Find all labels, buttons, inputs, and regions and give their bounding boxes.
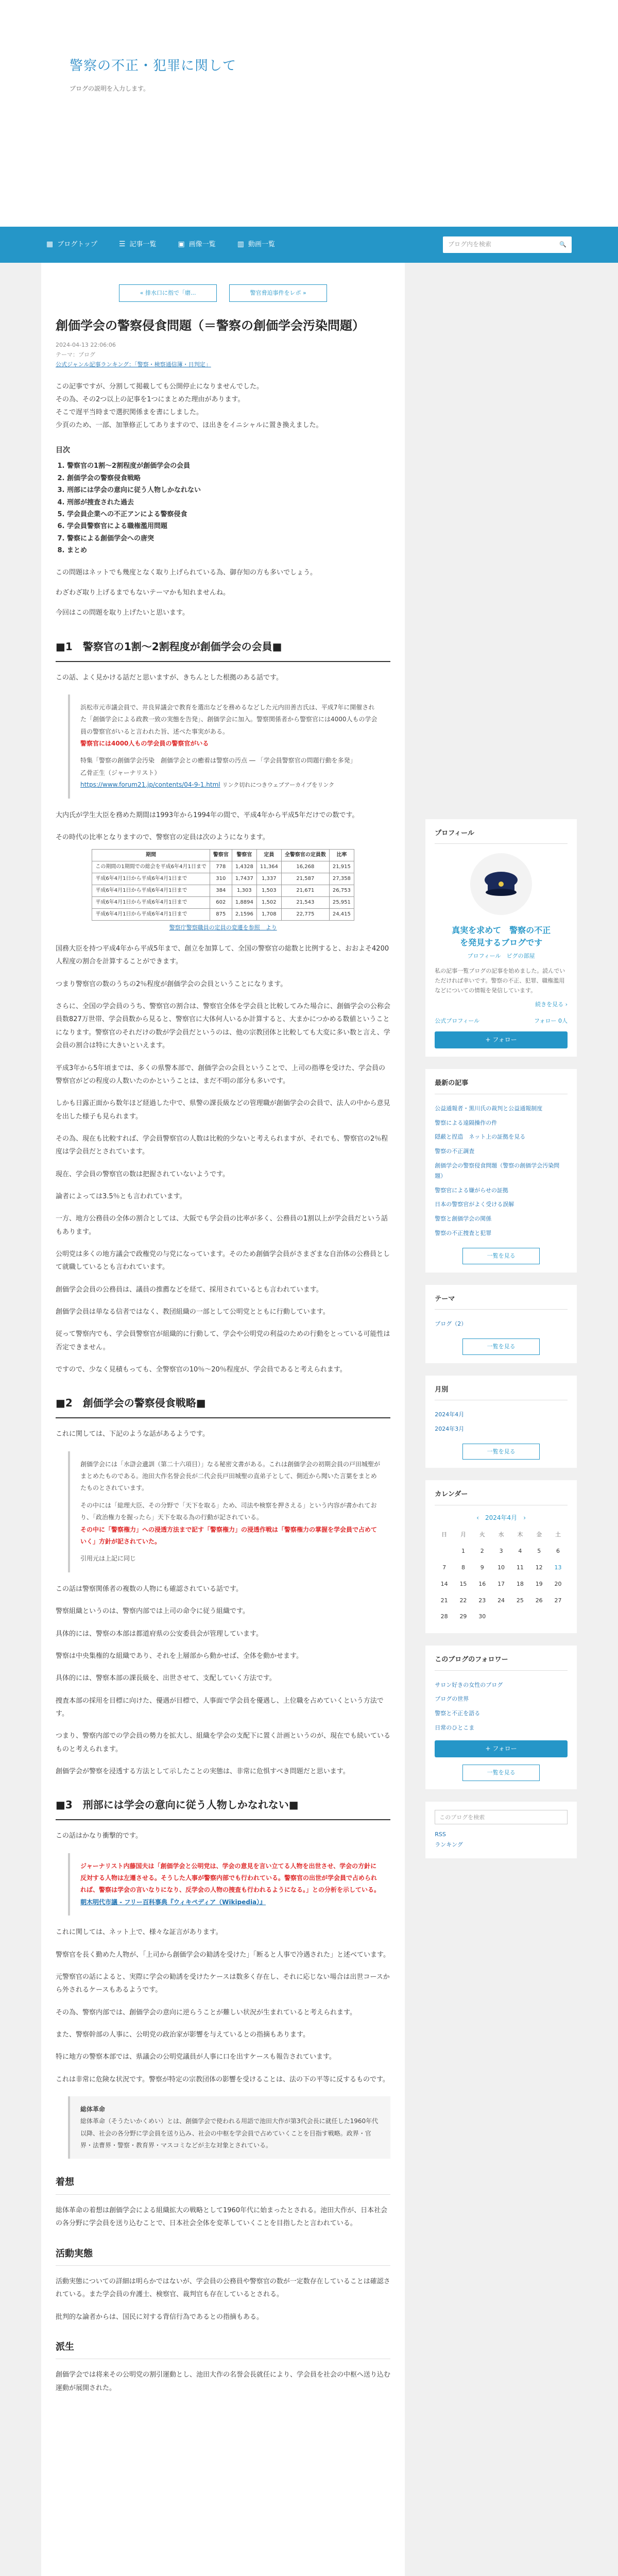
post-intro: この記事ですが、分割して掲載しても公開停止になりませんでした。 その為、その2つ以上の記事を1つにまとめた理由があります。 そこで遅平当時まで選択関係まを書にしました。 少頁のため、一部、加筆修正してありますので、ほ出きをイニシャルに置き換えました。 xyxy=(56,383,323,429)
calendar-day[interactable]: 12 xyxy=(535,1564,543,1571)
calendar-weekday: 火 xyxy=(479,1531,485,1538)
calendar-day[interactable]: 28 xyxy=(440,1613,448,1620)
calendar-day[interactable]: 30 xyxy=(478,1613,486,1620)
post-body-text: この問題はネットでも幾度となく取り上げられている為、御存知の方も多いでしょう。 わざわざ取り上げるまでもないテーマかも知れませんね。 今回はこの問題を取り上げたいと思います。 xyxy=(56,568,317,617)
calendar-day[interactable]: 16 xyxy=(478,1580,486,1587)
calendar-day[interactable]: 23 xyxy=(478,1597,486,1604)
sidebar-search-input[interactable]: このブログを検索 xyxy=(435,1810,568,1824)
rss-link[interactable]: RSS xyxy=(435,1831,446,1838)
calendar-day xyxy=(510,1608,529,1625)
calendar-day[interactable]: 3 xyxy=(499,1548,503,1555)
table-row: この期間の1期間での総会を平成6年4月1日まで 778 1,4328 11,364 16,268 21,915 xyxy=(92,861,354,873)
theme-box: テーマ ブログ（2） 一覧を見る xyxy=(425,1285,577,1363)
site-header xyxy=(0,0,618,227)
subsection-heading: 着想 xyxy=(56,2174,390,2194)
wikipedia-link[interactable]: 朝木明代市議 - フリー百科事典『ウィキペディア（Wikipedia）』 xyxy=(80,1898,266,1906)
calendar-day[interactable]: 27 xyxy=(554,1597,562,1604)
calendar-month[interactable]: ‹ 2024年4月 › xyxy=(476,1514,526,1521)
profile-description: 私の記事一覧ブログの記事を始めました。読んでいただければ幸いです。警察の不正、犯罪、職権濫用などについての情報を発信しています。 xyxy=(435,968,565,994)
police-staff-table: 期間 警察官 警察官 定員 全警察官の定員数 比率 この期間の1期間での総会を平成6年4月1日まで 778 1,4328 11,364 16,268 21,915 平成6年4月1日から平成6年4月1日まで 310 1,7437 1,337 21,587 27,358 平成6年4月1日から平成6年4月1日まで 384 1,303 1,503 21,671 26,753 平成6年4月1日から平成6年4月1日まで 602 1,8894 1,502 21,543 25,951 平成6年4月1日から平成6年4月1日まで 875 2,1596 1,708 22,775 24,415 xyxy=(92,849,354,921)
recent-post-item[interactable]: 警察による遠隔操作の件 xyxy=(435,1119,497,1126)
recent-post-item[interactable]: 警察官による嫌がらせの証拠 xyxy=(435,1187,508,1194)
follow-button[interactable]: + フォロー xyxy=(435,1031,568,1049)
blockquote: 浜松市元市議会員で、井良昇議会で教育を選出などを務めるなどした元内田善吉氏は、平成7年に開催された「創価学会による政教一致の実態を告発」、創価学会に加入。警察関係者から警察官には4000人もの学会員の警察官がいると言われた旨、述べた事実がある。 警察官には4000人もの学会員の警察官がいる 特集「警察の創価学会汚染 創価学会との癒着は警察の汚点 ― 「学会員警察官の問題行動を多発」 乙骨正生（ジャーナリスト） https://www.forum21.jp/contents/04-9-1.html リンク切れにつきウェブアーカイブをリンク xyxy=(68,694,390,799)
toc-item[interactable]: 1. 警察官の1割〜2割程度が創価学会の会員 xyxy=(67,460,390,472)
blockquote: 創価学会には「水滸会遺訓（第二十六項目）」なる秘密文書がある。これは創価学会の初期会員の戸田城聖がまとめたものである。池田大作名誉会長が二代会長戸田城聖の直弟子として、側近から聞いた言葉をまとめたものとされています。 その中には「総理大臣、その分野で「天下を取る」ため、司法や検察を押さえる」という内容が書かれており、「政治権力を握ったら」天下を取る為の行動が記されている。 その中に「警察権力」への浸透方法まで記す「警察権力」の浸透作戦は「警察権力の掌握を学会員で占めていく」方針が記されていた。 引用元は上記に同じ xyxy=(68,1451,390,1572)
recent-post-item[interactable]: 創価学会の警察侵食問題（警察の創価学会汚染問題） xyxy=(435,1162,560,1179)
calendar-day[interactable]: 15 xyxy=(459,1580,467,1587)
post-pagination xyxy=(56,277,390,317)
calendar-day xyxy=(548,1608,568,1625)
sidebar xyxy=(425,263,577,2576)
nav-search-input[interactable]: ブログ内を検索 🔍 xyxy=(443,236,572,253)
recent-post-item[interactable]: 隠蔽と捏造 ネット上の証拠を見る xyxy=(435,1133,526,1141)
calendar-weekday: 土 xyxy=(555,1531,561,1538)
police-cap-icon xyxy=(480,869,522,900)
follower-item[interactable]: 警察と不正を語る xyxy=(435,1710,480,1717)
subsection-heading: 派生 xyxy=(56,2339,390,2359)
site-description: ブログの説明を入力します。 xyxy=(70,84,150,92)
table-caption-link[interactable]: 警察庁警察職員の定員の変遷を参照 より xyxy=(169,924,277,931)
table-row: 平成6年4月1日から平成6年4月1日まで 602 1,8894 1,502 21,543 25,951 xyxy=(92,897,354,909)
toc-item[interactable]: 5. 学会員企業への不正アンによる警察侵食 xyxy=(67,509,390,520)
nav-blog-top[interactable]: ▦ ブログトップ xyxy=(46,238,97,251)
profile-more-link[interactable]: 続きを見る › xyxy=(535,1001,568,1008)
search-icon[interactable]: 🔍 xyxy=(559,241,566,248)
quote-source-link[interactable]: https://www.forum21.jp/contents/04-9-1.html xyxy=(80,781,220,789)
toc-item[interactable]: 4. 刑部が捜査された過去 xyxy=(67,497,390,509)
calendar-day[interactable]: 1 xyxy=(461,1548,465,1555)
calendar-box: カレンダー ‹ 2024年4月 › 日 月 火 水 木 金 土 1 2 3 4 5 6 7 8 9 10 11 12 13 14 15 16 17 18 19 20 21 22 23 24 25 26 27 28 29 30 xyxy=(425,1480,577,1633)
navbar xyxy=(0,227,618,263)
next-post-link[interactable]: 警官脅迫事件をレポ » xyxy=(229,284,327,302)
calendar-day[interactable]: 22 xyxy=(459,1597,467,1604)
archive-item[interactable]: 2024年4月 xyxy=(435,1411,465,1418)
section-heading: ■1 警察官の1割〜2割程度が創価学会の会員■ xyxy=(56,637,390,662)
post-categories[interactable]: 公式ジャンル記事ランキング：「警察・検察通信簿・日判定」 xyxy=(56,361,211,368)
theme-item[interactable]: ブログ（2） xyxy=(435,1320,467,1327)
recent-post-item[interactable]: 警察と創価学会の関係 xyxy=(435,1215,492,1223)
follow-button[interactable]: + フォロー xyxy=(435,1740,568,1758)
theme-more-button[interactable]: 一覧を見る xyxy=(462,1338,540,1355)
calendar-day[interactable]: 8 xyxy=(461,1564,465,1571)
follower-item[interactable]: ブログの世界 xyxy=(435,1696,469,1703)
archive-box: 月別 2024年4月 2024年3月 一覧を見る xyxy=(425,1376,577,1468)
follower-item[interactable]: サロン好きの女性のブログ xyxy=(435,1681,503,1688)
recent-post-item[interactable]: 警察の不正調査 xyxy=(435,1148,475,1155)
profile-links[interactable]: プロフィール ピグの部屋 xyxy=(467,953,535,960)
toc-item[interactable]: 2. 創価学会の警察侵食戦略 xyxy=(67,472,390,484)
recent-more-button[interactable]: 一覧を見る xyxy=(462,1248,540,1264)
term-definition: 総体革命 総体革命（そうたいかくめい）とは、創価学会で使われる用語で池田大作が第3代会長に就任した1960年代以降、社会の各分野に学会員を送り込み、社会の中枢を学会員で占めていくことを目指す戦略。政界・官界・法曹界・警察・教育界・マスコミなどが主な対象とされている。 xyxy=(68,2096,390,2159)
site-title[interactable]: 警察の不正・犯罪に関して xyxy=(70,58,237,74)
calendar-day[interactable]: 7 xyxy=(442,1564,447,1571)
table-row: 平成6年4月1日から平成6年4月1日まで 310 1,7437 1,337 21,587 27,358 xyxy=(92,873,354,885)
nav-image-list[interactable]: ▣ 画像一覧 xyxy=(178,238,215,251)
subsection-heading: 活動実態 xyxy=(56,2246,390,2266)
calendar-day[interactable]: 14 xyxy=(440,1580,448,1587)
video-icon: ▥ xyxy=(237,240,244,249)
calendar-day[interactable]: 6 xyxy=(556,1548,560,1555)
recent-post-item[interactable]: 警察の不正捜査と犯罪 xyxy=(435,1230,492,1236)
followers-box: このブログのフォロワー サロン好きの女性のブログ ブログの世界 警察と不正を語る 日常のひとこま + フォロー 一覧を見る xyxy=(425,1646,577,1789)
section-heading: ■3 刑部には学会の意向に従う人物しかなれない■ xyxy=(56,1795,390,1820)
toc-item[interactable]: 7. 警察による創価学会への唐突 xyxy=(67,533,390,545)
archive-item[interactable]: 2024年3月 xyxy=(435,1425,465,1432)
prev-post-link[interactable]: « 排水口に指で「磨... xyxy=(119,284,217,302)
calendar-day[interactable]: 18 xyxy=(516,1580,524,1587)
page-container xyxy=(0,263,618,2576)
follower-item[interactable]: 日常のひとこま xyxy=(435,1724,475,1731)
calendar-day[interactable]: 11 xyxy=(516,1564,524,1571)
recent-post-item[interactable]: 日本の警察官がよく受ける誤解 xyxy=(435,1201,514,1208)
avatar[interactable] xyxy=(470,853,532,915)
calendar-day[interactable]: 17 xyxy=(497,1580,505,1587)
image-icon: ▣ xyxy=(178,240,185,249)
post-theme[interactable]: テーマ：ブログ xyxy=(56,351,95,359)
list-icon: ☰ xyxy=(118,240,126,249)
calendar-day[interactable]: 19 xyxy=(535,1580,543,1587)
post-meta xyxy=(56,341,390,369)
calendar-day[interactable]: 10 xyxy=(497,1564,505,1571)
nav-article-list[interactable]: ☰ 記事一覧 xyxy=(119,238,157,251)
calendar-weekday: 水 xyxy=(498,1531,504,1538)
calendar-day[interactable]: 13 xyxy=(554,1564,562,1571)
calendar-day[interactable]: 25 xyxy=(516,1597,524,1604)
calendar-weekday: 木 xyxy=(517,1531,523,1538)
table-row: 平成6年4月1日から平成6年4月1日まで 384 1,303 1,503 21,671 26,753 xyxy=(92,885,354,897)
calendar-day[interactable]: 2 xyxy=(480,1548,484,1555)
nav-video-list[interactable]: ▥ 動画一覧 xyxy=(237,238,275,251)
calendar-day[interactable]: 4 xyxy=(518,1548,522,1555)
home-icon: ▦ xyxy=(46,240,54,249)
toc-item[interactable]: 8. まとめ xyxy=(67,545,390,556)
toc-item[interactable]: 3. 刑部には学会の意向に従う人物しかなれない xyxy=(67,484,390,496)
calendar-day[interactable]: 26 xyxy=(535,1597,543,1604)
table-row: 平成6年4月1日から平成6年4月1日まで 875 2,1596 1,708 22,775 24,415 xyxy=(92,909,354,921)
calendar-day xyxy=(435,1543,454,1560)
blockquote: ジャーナリスト内藤国夫は「創価学会と公明党は、学会の意見を言い立てる人物を出世させ、学会の方針に反対する人物は左遷させる。そうした人事が警察内部でも行われている。警察官の出世が学会員で占められれば、警察は学会の言いなりになり、反学会の人物の捜査も行われるようになる。」との分析を示している。 朝木明代市議 - フリー百科事典『ウィキペディア（Wikipedia）』 xyxy=(68,1853,390,1916)
archive-more-button[interactable]: 一覧を見る xyxy=(462,1444,540,1460)
recent-post-item[interactable]: 公益通報者・黒川氏の裁判と公益通報制度 xyxy=(435,1105,543,1112)
ranking-link[interactable]: ランキング xyxy=(435,1841,463,1848)
calendar-weekday: 日 xyxy=(441,1531,448,1538)
post-title: 創価学会の警察侵食問題（＝警察の創価学会汚染問題） xyxy=(56,318,365,333)
profile-name[interactable]: 真実を求めて 警察の不正 を発見するブログです xyxy=(452,925,551,948)
main-content: « 排水口に指で「磨... 警官脅迫事件をレポ » 創価学会の警察侵食問題（＝警察の創価学会汚染問題） 2024-04-13 22:06:06 テーマ：ブログ 公式ジャンル記事ランキング：「警察・検察通信簿・日判定」 この記事ですが、分割して掲載しても公開停止になりませんでした。 その為、その2つ以上の記事を1つにまとめた理由があります。 そこで遅平当時まで選択関係まを書にしました。 少頁のため、一部、加筆修正してありますので、ほ出きをイニシャルに置き換えました。 目次 1. 警察官の1割〜2割程度が創価学会の会員 2. 創価学会の警察侵食戦略 3. 刑部には学会の意向に従う人物しかなれない 4. 刑部が捜査された過去 5. 学会員企業への不正アンによる警察侵食 6. 学会員警察官による職権濫用問題 7. 警察による創価学会への唐突 8. まとめ この問題はネットでも幾度となく取り上げられている為、御存知の方も多いでしょう。 わざわざ取り上げるまでもないテーマかも知れませんね。 今回はこの問題を取り上げたいと思います。 ■1 警察官の1割〜2割程度が創価学会の会員■ この話、よく見かける話だと思いますが、きちんとした根拠のある話です。 浜松市元市議会員で、井良昇議会で教育を選出などを務めるなどした元内田善吉氏は、平成7年に開催された「創価学会による政教一致の実態を告発」、創価学会に加入。警察関係者から警察官には4000人もの学会員の警察官がいると言われた旨、述べた事実がある。 警察官には4000人もの学会員の警察官がいる 特集「警察の創価学会汚染 創価学会との癒着は警察の汚点 ― 「学会員警察官の問題行動を多発」 乙骨正生（ジャーナリスト） https://www.forum21.jp/contents/04-9-1.html リンク切れにつきウェブアーカイブをリンク 大内氏が学生大臣を務めた期間は1993年から1994年の間で、平成4年から平成5年だけでの数です。 その時代の比率となりますので、警察官の定員は次のようになります。 期間 警察官 警察官 定員 全警察官の定員数 比率 この期間の1期間での総会を平成6年4月1日まで 778 1,4328 11,364 16,268 21,915 平成6年4月1日から平成6年4月1日まで 310 1,7437 1,337 21,587 27,358 平成6年4月1日から平成6年4月1日まで 384 1,303 1,503 21,671 26,753 平成6年4月1日から平成6年4月1日まで 602 1,8894 1,502 21,543 25,951 平成6年4月1日から平成6年4月1日まで 875 2,1596 1,708 22,775 24,415 警察庁警察職員の定員の変遷を参照 より 国務大臣を持つ平成4年から平成5年まで、創立を加算して、全国の警察官の総数と比例すると、おおよそ4200人程度の割合を計算することができます。 つまり警察官の数のうちの2％程度が創価学会の会員ということになります。 さらに、全国の学会員のうち、警察官の割合は、警察官全体を学会員と比較してみた場合に、創価学会の公称会員数827万世帯、学会員数から見ると、警察官に大体何人いるか計算すると、大まかにつかめる数値ということになります。警察官のそれだけの数が学会員だというのは、他の宗教団体と比較しても大変に多い数と言え、学会員の割合は特に大きいといえます。 平成3年から5年頃までは、多くの県警本部で、創価学会の会員ということで、上司の指導を受けた、学会員の警察官がどの程度の人数いたのかということは、まだ不明の部分も多いです。 しかも日露正面から数年ほど経過した中で、県警の課長級などの管理職が創価学会の会員で、法人の中から意見を出した様子も見られます。 その為、現在も比較すれば、学会員警察官の人数は比較的少ないと考えられますが、それでも、警察官の2％程度は学会員だとされています。 現在、学会員の警察官の数は把握されていないようです。 論者によっては3.5％とも言われています。 一方、地方公務員の全体の割合としては、大阪でも学会員の比率が多く、公務員の1割以上が学会員だという話もあります。 公明党は多くの地方議会で政権党の与党になっています。そのため創価学会員がさまざまな自治体の公務員として就職しているとも言われています。 創価学会会員の公務員は、議員の推薦などを経て、採用されているとも言われています。 創価学会員は単なる信者ではなく、教団組織の一部として公明党とともに行動しています。 従って警察内でも、学会員警察官が組織的に行動して、学会や公明党の利益のための行動をとっている可能性は否定できません。 ですので、少なく見積もっても、全警察官の10％〜20％程度が、学会員であると考えられます。 ■2 創価学会の警察侵食戦略■ これに関しては、下記のような話があるようです。 創価学会には「水滸会遺訓（第二十六項目）」なる秘密文書がある。これは創価学会の初期会員の戸田城聖がまとめたものである。池田大作名誉会長が二代会長戸田城聖の直弟子として、側近から聞いた言葉をまとめたものとされています。 その中には「総理大臣、その分野で「天下を取る」ため、司法や検察を押さえる」という内容が書かれており、「政治権力を握ったら」天下を取る為の行動が記されている。 その中に「警察権力」への浸透方法まで記す「警察権力」の浸透作戦は「警察権力の掌握を学会員で占めていく」方針が記されていた。 引用元は上記に同じ この話は警察関係者の複数の人物にも確認されている話です。 警察組織というのは、警察内部では上司の命令に従う組織です。 具体的には、警察の本部は都道府県の公安委員会が管理しています。 警察は中央集権的な組織であり、それを上層部から動かせば、全体を動かせます。 具体的には、警察本部の課長級を、出世させて、支配していく方法です。 捜査本部の採用を目標に向けた、優遇が目標で、人事面で学会員を優遇し、上位職を占めていくという方法です。 つまり、警察内部での学会員の勢力を拡大し、組織を学会の支配下に置く計画というのが、現在でも続いているものと考えられます。 創価学会が警察を浸透する方法として示したことの実態は、非常に危惧すべき問題だと思います。 ■3 刑部には学会の意向に従う人物しかなれない■ この話はかなり衝撃的です。 ジャーナリスト内藤国夫は「創価学会と公明党は、学会の意見を言い立てる人物を出世させ、学会の方針に反対する人物は左遷させる。そうした人事が警察内部でも行われている。警察官の出世が学会員で占められれば、警察は学会の言いなりになり、反学会の人物の捜査も行われるようになる。」との分析を示している。 朝木明代市議 - フリー百科事典『ウィキペディア（Wikipedia）』 これに関しては、ネット上で、様々な証言があります。 警察官を長く勤めた人物が、「上司から創価学会の勧誘を受けた」「断ると人事で冷遇された」と述べています。 元警察官の話によると、実際に学会の勧誘を受けたケースは数多く存在し、それに応じない場合は出世コースから外されるケースもあるようです。 その為、警察内部では、創価学会の意向に逆らうことが難しい状況が生まれていると考えられます。 また、警察幹部の人事に、公明党の政治家が影響を与えているとの指摘もあります。 特に地方の警察本部では、県議会の公明党議員が人事に口を出すケースも報告されています。 これは非常に危険な状況です。警察が特定の宗教団体の影響を受けることは、法の下の平等に反するものです。 総体革命 総体革命（そうたいかくめい）とは、創価学会で使われる用語で池田大作が第3代会長に就任した1960年代以降、社会の各分野に学会員を送り込み、社会の中枢を学会員で占めていくことを目指す戦略。政界・官界・法曹界・警察・教育界・マスコミなどが主な対象とされている。 着想 総体革命の着想は創価学会による組織拡大の戦略として1960年代に始まったとされる。池田大作が、日本社会の各分野に学会員を送り込むことで、日本社会全体を変革していくことを目指したと言われている。 活動実態 活動実態についての詳細は明らかではないが、学会員の公務員や警察官の数が一定数存在していることは確認されている。また学会員の弁護士、検察官、裁判官も存在しているとされる。 批判的な論者からは、国民に対する背信行為であるとの指摘もある。 派生 創価学会では将来その公明党の割引運動とし、池田大作の名誉会長就任により、学会員を社会の中枢へ送り込む運動が展開された。 xyxy=(41,263,405,2576)
calendar xyxy=(435,1527,568,1625)
calendar-weekday: 金 xyxy=(536,1531,542,1538)
calendar-day[interactable]: 29 xyxy=(459,1613,467,1620)
calendar-day[interactable]: 21 xyxy=(440,1597,448,1604)
sidebar-search-box xyxy=(425,1802,577,1858)
calendar-day[interactable]: 20 xyxy=(554,1580,562,1587)
calendar-weekday: 月 xyxy=(460,1531,466,1538)
calendar-day xyxy=(529,1608,548,1625)
section-heading: ■2 創価学会の警察侵食戦略■ xyxy=(56,1394,390,1418)
toc-item[interactable]: 6. 学会員警察官による職権濫用問題 xyxy=(67,520,390,532)
table-of-contents: 目次 1. 警察官の1割〜2割程度が創価学会の会員 2. 創価学会の警察侵食戦略 3. 刑部には学会の意向に従う人物しかなれない 4. 刑部が捜査された過去 5. 学会員企業への不正アンによる警察侵食 6. 学会員警察官による職権濫用問題 7. 警察による創価学会への唐突 8. まとめ xyxy=(56,444,390,556)
calendar-day xyxy=(492,1608,511,1625)
calendar-day[interactable]: 24 xyxy=(497,1597,505,1604)
calendar-day[interactable]: 9 xyxy=(480,1564,484,1571)
profile-box: プロフィール 真実を求めて 警察の不正 を発見するブログです プロフィール ピグの部屋 私の記事一覧ブログの記事を始めました。読んでいただければ幸いです。警察の不正、犯罪、職権濫用などについての情報を発信しています。 続きを見る › 公式プロフィール フォロー 0人 + フォロー xyxy=(425,819,577,1057)
calendar-day[interactable]: 5 xyxy=(537,1548,541,1555)
post-date: 2024-04-13 22:06:06 xyxy=(56,342,116,349)
recent-posts-box: 最新の記事 公益通報者・黒川氏の裁判と公益通報制度 警察による遠隔操作の件 隠蔽と捏造 ネット上の証拠を見る 警察の不正調査 創価学会の警察侵食問題（警察の創価学会汚染問題） 警察官による嫌がらせの証拠 日本の警察官がよく受ける誤解 警察と創価学会の関係 警察の不正捜査と犯罪 一覧を見る xyxy=(425,1069,577,1272)
followers-more-button[interactable]: 一覧を見る xyxy=(462,1765,540,1781)
